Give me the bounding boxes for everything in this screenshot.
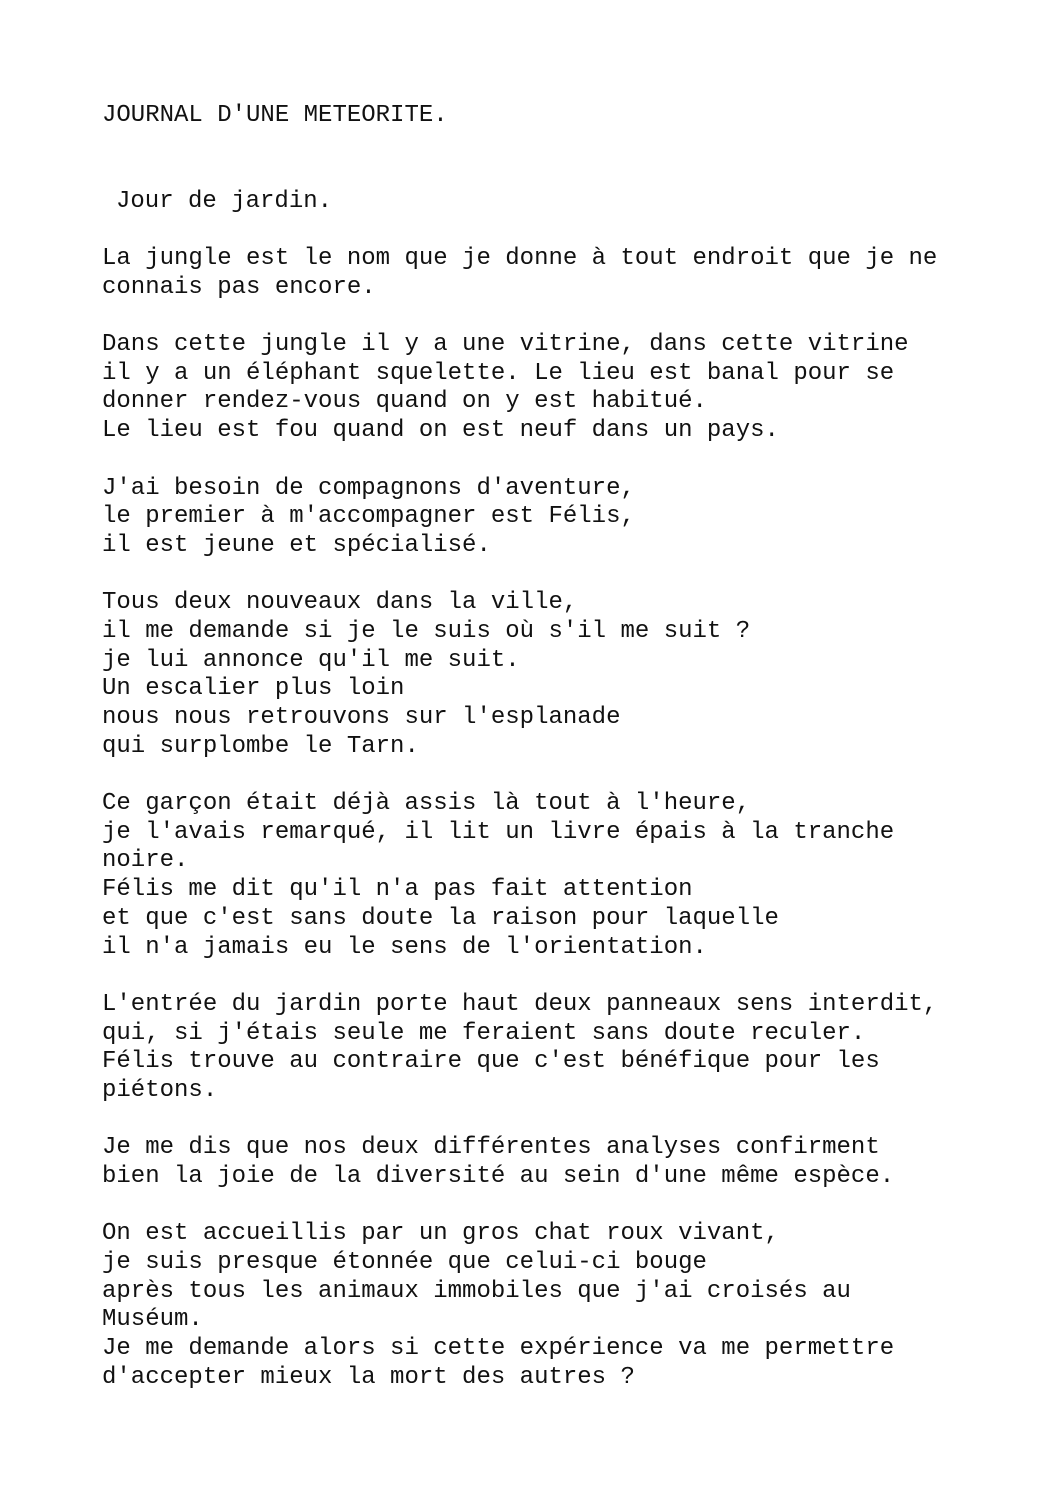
text-line: il est jeune et spécialisé. <box>102 531 491 559</box>
text-line: connais pas encore. <box>102 273 376 301</box>
paragraph <box>102 331 1002 446</box>
text-line: noire. <box>102 847 189 875</box>
paragraph <box>102 1134 1002 1191</box>
text-line: Je me demande alors si cette expérience va me permettre <box>102 1335 895 1363</box>
text-line: Ce garçon était déjà assis là tout à l'heure, <box>102 790 751 818</box>
text-line: Un escalier plus loin <box>102 675 405 703</box>
section-heading: Jour de jardin. <box>116 188 333 215</box>
text-line: J'ai besoin de compagnons d'aventure, <box>102 474 635 502</box>
text-line: Tous deux nouveaux dans la ville, <box>102 589 578 617</box>
text-line: bien la joie de la diversité au sein d'une même espèce. <box>102 1163 895 1190</box>
text-line: il me demande si je le suis où s'il me suit ? <box>102 617 751 645</box>
text-line: Dans cette jungle il y a une vitrine, dans cette vitrine <box>102 331 909 359</box>
paragraph <box>102 589 1002 761</box>
text-line: il y a un éléphant squelette. Le lieu est banal pour se <box>102 359 895 387</box>
text-line: il n'a jamais eu le sens de l'orientation. <box>102 933 707 961</box>
document-body <box>102 245 1002 1393</box>
paragraph <box>102 245 1002 302</box>
text-line: le premier à m'accompagner est Félis, <box>102 503 635 531</box>
paragraph <box>102 991 1002 1106</box>
text-line: après tous les animaux immobiles que j'ai croisés au <box>102 1277 851 1305</box>
paragraph <box>102 475 1002 561</box>
text-line: L'entrée du jardin porte haut deux panneaux sens interdit, <box>102 990 938 1018</box>
text-line: qui, si j'étais seule me feraient sans doute reculer. <box>102 1019 866 1047</box>
text-line: piétons. <box>102 1076 218 1104</box>
text-line: On est accueillis par un gros chat roux vivant, <box>102 1220 779 1248</box>
text-line: je l'avais remarqué, il lit un livre épais à la tranche <box>102 818 895 846</box>
text-line: et que c'est sans doute la raison pour laquelle <box>102 904 779 932</box>
text-line: Le lieu est fou quand on est neuf dans un pays. <box>102 417 779 445</box>
text-line: Muséum. <box>102 1306 203 1334</box>
text-line: je suis presque étonnée que celui-ci bouge <box>102 1249 707 1277</box>
text-line: qui surplombe le Tarn. <box>102 732 419 760</box>
document-title: JOURNAL D'UNE METEORITE. <box>102 102 448 129</box>
text-line: Félis me dit qu'il n'a pas fait attention <box>102 876 693 904</box>
text-line: La jungle est le nom que je donne à tout endroit que je ne <box>102 245 938 272</box>
text-line: d'accepter mieux la mort des autres ? <box>102 1363 635 1391</box>
text-line: Félis trouve au contraire que c'est bénéfique pour les <box>102 1048 880 1076</box>
text-line: je lui annonce qu'il me suit. <box>102 646 520 674</box>
paragraph <box>102 1220 1002 1392</box>
text-line: donner rendez-vous quand on y est habitué. <box>102 388 707 416</box>
text-line: Je me dis que nos deux différentes analyses confirment <box>102 1134 880 1162</box>
text-line: nous nous retrouvons sur l'esplanade <box>102 704 621 731</box>
paragraph <box>102 790 1002 962</box>
